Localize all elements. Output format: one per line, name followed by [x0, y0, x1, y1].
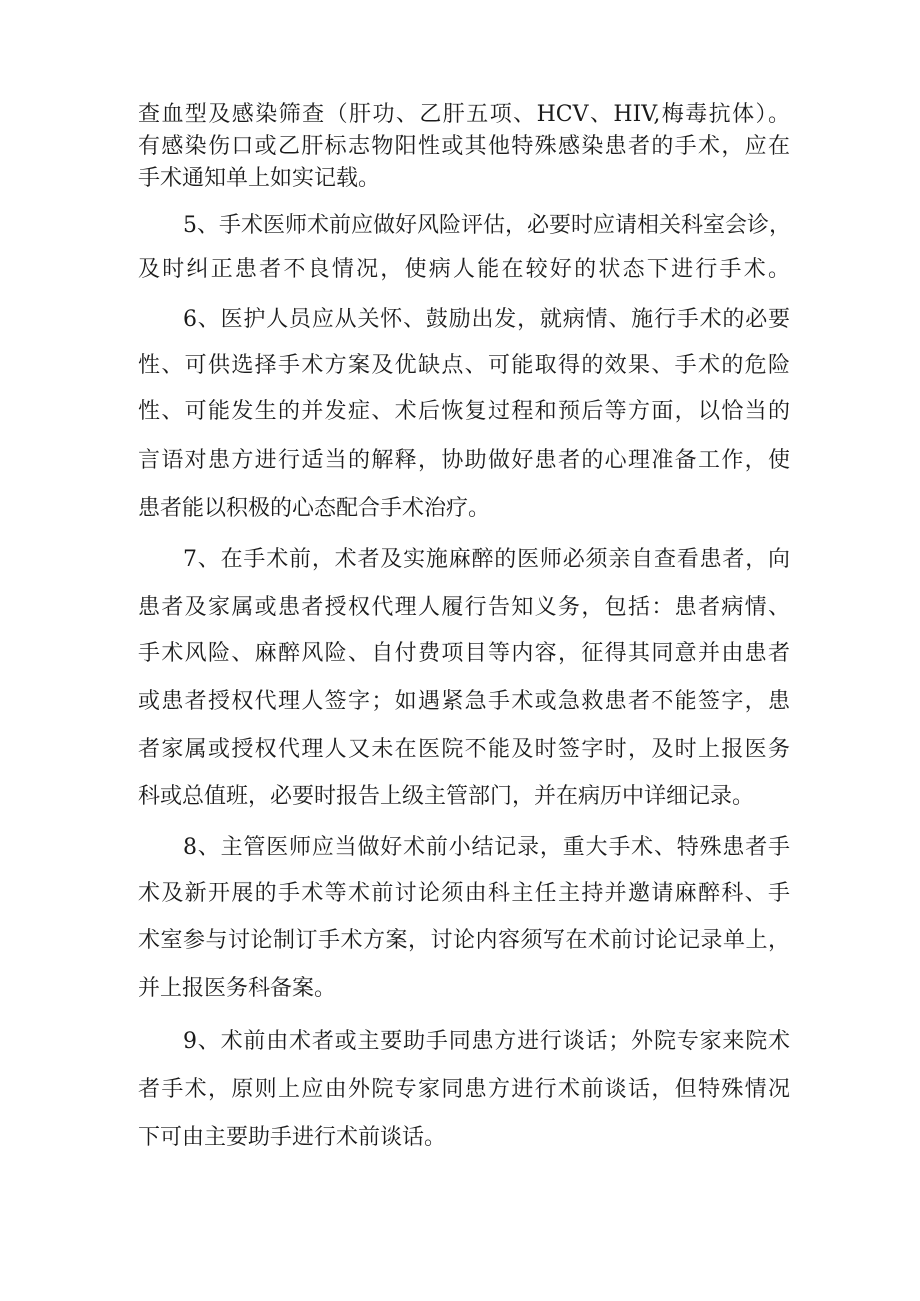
- paragraph-line: 术室参与讨论制订手术方案，讨论内容须写在术前讨论记录单上，: [138, 928, 790, 953]
- paragraph-line: 手术通知单上如实记载。: [138, 166, 381, 191]
- paragraph-line: 者家属或授权代理人又未在医院不能及时签字时，及时上报医务: [138, 737, 790, 762]
- paragraph-line: 9、术前由术者或主要助手同患方进行谈话；外院专家来院术: [183, 1029, 790, 1054]
- paragraph-line: 及时纠正患者不良情况，使病人能在较好的状态下进行手术。: [138, 257, 790, 282]
- paragraph-line: 患者及家属或患者授权代理人履行告知义务，包括：患者病情、: [138, 595, 790, 620]
- paragraph-line: 7、在手术前，术者及实施麻醉的医师必须亲自查看患者，向: [183, 547, 790, 572]
- paragraph-line: 性、可供选择手术方案及优缺点、可能取得的效果、手术的危险: [138, 353, 790, 378]
- paragraph-line: 患者能以积极的心态配合手术治疗。: [138, 496, 491, 521]
- paragraph-line: 查血型及感染筛查（肝功、乙肝五项、HCV、HIV,梅毒抗体）。: [138, 102, 790, 127]
- paragraph-line: 手术风险、麻醉风险、自付费项目等内容，征得其同意并由患者: [138, 641, 790, 666]
- paragraph-line: 言语对患方进行适当的解释，协助做好患者的心理准备工作，使: [138, 448, 790, 473]
- paragraph-line: 科或总值班，必要时报告上级主管部门，并在病历中详细记录。: [138, 784, 755, 809]
- paragraph-line: 并上报医务科备案。: [138, 976, 337, 1001]
- paragraph-line: 5、手术医师术前应做好风险评估，必要时应请相关科室会诊，: [183, 213, 791, 238]
- paragraph-line: 6、医护人员应从关怀、鼓励出发，就病情、施行手术的必要: [183, 307, 790, 332]
- paragraph-line: 有感染伤口或乙肝标志物阳性或其他特殊感染患者的手术，应在: [138, 134, 790, 159]
- paragraph-line: 下可由主要助手进行术前谈话。: [138, 1125, 447, 1150]
- paragraph-line: 术及新开展的手术等术前讨论须由科主任主持并邀请麻醉科、手: [138, 881, 790, 906]
- paragraph-line: 者手术，原则上应由外院专家同患方进行术前谈话，但特殊情况: [138, 1077, 790, 1102]
- paragraph-line: 8、主管医师应当做好术前小结记录，重大手术、特殊患者手: [183, 835, 790, 860]
- paragraph-line: 性、可能发生的并发症、术后恢复过程和预后等方面，以恰当的: [138, 399, 790, 424]
- paragraph-line: 或患者授权代理人签字；如遇紧急手术或急救患者不能签字，患: [138, 689, 790, 714]
